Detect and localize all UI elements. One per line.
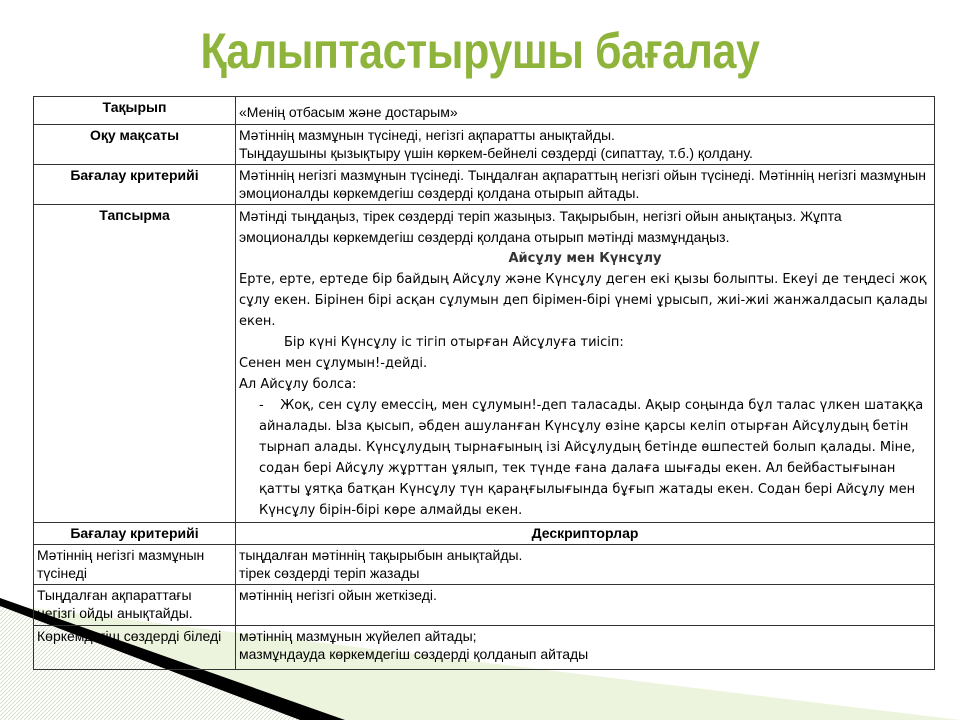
goal-line: Тыңдаушыны қызықтыру үшін көркем-бейнелі сөздерді (сипаттау, т.б.) қолдану. bbox=[239, 145, 753, 161]
row-goal bbox=[34, 125, 935, 165]
descriptor-row bbox=[34, 545, 935, 585]
story-paragraph: Ерте, ерте, ертеде бір байдың Айсұлу және Күнсұлу деген екі қызы болыпты. Екеуі де теңдесі жоқ сұлу екен. Бірінен бірі асқан сұлумын деп бірімен-бірі үнемі ұрысып, жиі-жиі жанжалдасып қалады екен. bbox=[239, 272, 928, 329]
topic-label: Тақырып bbox=[34, 97, 236, 125]
assessment-table bbox=[33, 96, 935, 670]
row-task bbox=[34, 205, 935, 523]
row-topic bbox=[34, 97, 935, 125]
task-value: Мәтінді тыңдаңыз, тірек сөздерді теріп жазыңыз. Тақырыбын, негізгі ойын анықтаңыз. Жұпта эмоционалды көркемдегіш сөздерді қолдана отырып мәтінді мазмұндаңыз. bbox=[239, 208, 842, 245]
criterion-cell: Мәтіннің негізгі мазмұнын түсінеді bbox=[34, 545, 236, 585]
story-paragraph: Сенен мен сұлумын!-дейді. bbox=[239, 356, 428, 371]
slide-title: Қалыптастырушы бағалау bbox=[200, 23, 760, 79]
descriptor-row bbox=[34, 585, 935, 626]
descriptor: мазмұндауда көркемдегіш сөздерді қолданып айтады bbox=[239, 646, 589, 662]
descriptor: тірек сөздерді теріп жазады bbox=[239, 565, 420, 581]
story-title: Айсұлу мен Күнсұлу bbox=[508, 251, 662, 266]
row-criteria bbox=[34, 165, 935, 205]
descriptor: тыңдалған мәтіннің тақырыбын анықтайды. bbox=[239, 547, 523, 563]
descriptor-header-row bbox=[34, 523, 935, 545]
descriptor: мәтіннің мазмұнын жүйелеп айтады; bbox=[239, 628, 477, 644]
criteria-value: Мәтіннің негізгі мазмұнын түсінеді. Тыңдалған ақпараттың негізгі ойын түсінеді. Мәтіннің негізгі мазмұнын эмоционалды көркемдегіш сөздерді қолдана отырып айтады. bbox=[236, 165, 935, 205]
goal-line: Мәтіннің мазмұнын түсінеді, негізгі ақпаратты анықтайды. bbox=[239, 127, 615, 143]
story-paragraph: - Жоқ, сен сұлу емессің, мен сұлумын!-деп таласады. Ақыр соңында бұл талас үлкен шатаққа айналады. Ыза қысып, әбден ашуланған Күнсұлу өзіне қарсы келіп отырған Айсұлудың бетін тырнап алады. Күнсұлудың тырнағының ізі Айсұлудың бетінде өшпестей болып қалады. Міне, содан бері Айсұлу жұрттан ұялып, тек түнде ғана далаға шығады екен. Ал бейбастығынан қатты ұятқа батқан Күнсұлу түн қараңғылығында бұғып жатады екен. Содан бері Айсұлу мен Күнсұлу бірін-бірі көре алмайды екен. bbox=[259, 398, 928, 518]
story-paragraph: Ал Айсұлу болса: bbox=[239, 377, 357, 392]
descriptors-header: Дескрипторлар bbox=[236, 523, 935, 545]
task-label: Тапсырма bbox=[34, 205, 236, 523]
descriptor: мәтіннің негізгі ойын жеткізеді. bbox=[239, 587, 437, 603]
criterion-cell: Тыңдалған ақпараттағы негізгі ойды анықтайды. bbox=[34, 585, 236, 626]
story-paragraph: Бір күні Күнсұлу іс тігіп отырған Айсұлуға тиісіп: bbox=[284, 335, 624, 350]
topic-value: «Менің отбасым және достарым» bbox=[236, 97, 935, 125]
criterion-cell: Көркемдегіш сөздерді біледі bbox=[34, 626, 236, 670]
criteria-label: Бағалау критерийі bbox=[34, 165, 236, 205]
goal-label: Оқу мақсаты bbox=[34, 125, 236, 165]
descriptor-row bbox=[34, 626, 935, 670]
criterion-header: Бағалау критерийі bbox=[34, 523, 236, 545]
